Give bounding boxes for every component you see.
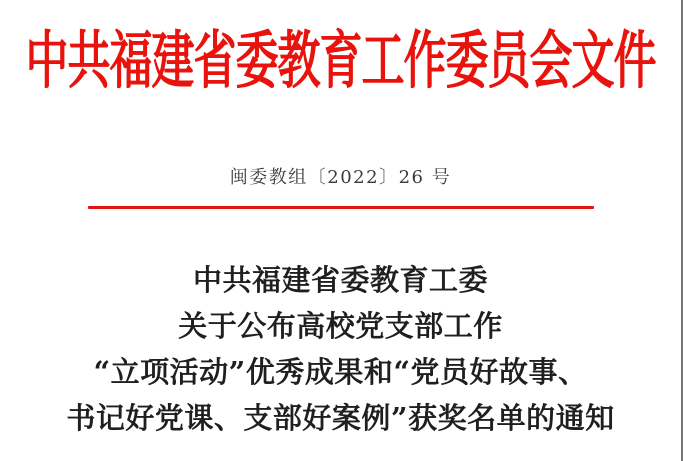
notice-title-line-3: “立项活动”优秀成果和“党员好故事、 [93,355,588,389]
notice-title-line-2: 关于公布高校党支部工作 [178,309,503,343]
red-letterhead-banner-title: 中共福建省委教育工作委员会文件 [25,25,656,98]
red-divider-line [88,206,594,209]
document-number: 闽委教组〔2022〕26 号 [229,167,452,188]
notice-title-line-4: 书记好党课、支部好案例”获奖名单的通知 [66,401,615,435]
notice-title-line-1: 中共福建省委教育工委 [192,263,488,297]
notice-title-block [0,257,681,441]
